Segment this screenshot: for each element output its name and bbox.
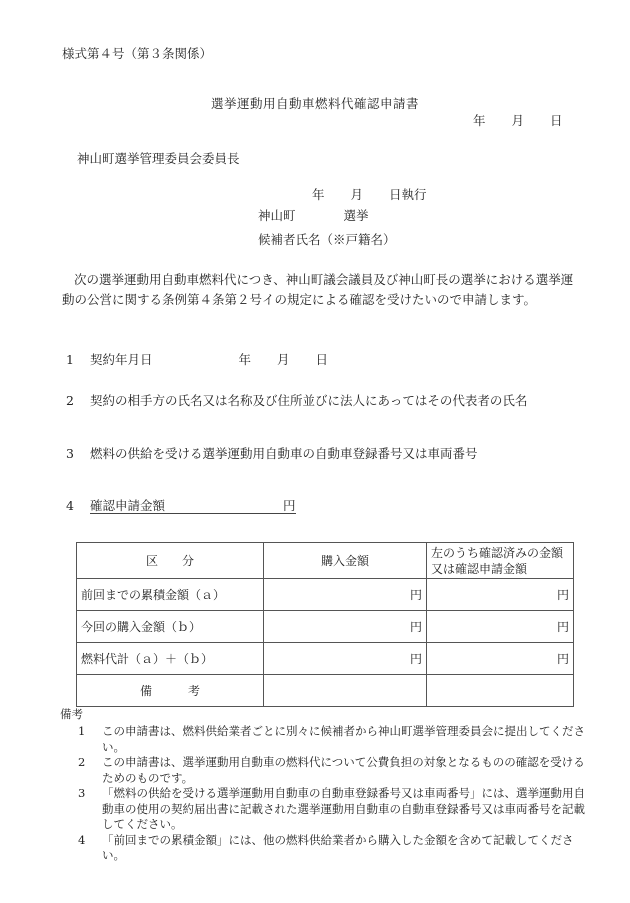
document-title: 選挙運動用自動車燃料代確認申請書 xyxy=(210,96,419,111)
notes-list xyxy=(78,724,586,864)
note-item xyxy=(78,786,586,833)
purchase-amount-cell[interactable]: 円 xyxy=(264,643,427,675)
table-row xyxy=(77,643,574,675)
body-paragraph xyxy=(62,270,582,310)
item-number: 1 xyxy=(66,352,74,367)
contract-year: 年 xyxy=(238,352,252,367)
candidate-name-label: 候補者氏名（※戸籍名） xyxy=(258,232,396,247)
note-number: 3 xyxy=(78,786,86,800)
contract-month: 月 xyxy=(277,352,290,367)
election-label: 選挙 xyxy=(343,208,369,223)
purchase-amount-cell[interactable]: 円 xyxy=(264,579,427,611)
note-item xyxy=(78,755,586,786)
row-label: 前回までの累積金額（ａ） xyxy=(77,579,264,611)
item-vehicle-number xyxy=(66,446,478,461)
exec-month: 月 xyxy=(350,187,364,202)
item-number: 3 xyxy=(66,446,74,461)
table-header-row xyxy=(77,543,574,579)
note-text: 「燃料の供給を受ける選挙運動用自動車の自動車登録番号又は車両番号」には、選挙運動用自動車の使用の契約届出書に記載された選挙運動用自動車の自動車登録番号又は車両番号を記載してください。 xyxy=(102,786,585,831)
note-text: この申請書は、選挙運動用自動車の燃料代について公費負担の対象となるものの確認を受けるためのものです。 xyxy=(102,755,585,785)
item-label: 確認申請金額 xyxy=(90,498,166,513)
exec-year: 年 xyxy=(312,187,325,202)
body-paragraph-text: 次の選挙運動用自動車燃料代につき、神山町議会議員及び神山町長の選挙における選挙運動の公営に関する条例第４条第２号イの規定による確認を受けたいので申請します。 xyxy=(62,272,574,307)
note-item xyxy=(78,833,586,864)
date-month: 月 xyxy=(511,113,525,128)
note-number: 4 xyxy=(78,832,86,847)
requested-amount-field[interactable] xyxy=(90,498,296,514)
row-label: 備 考 xyxy=(77,675,264,707)
execution-date xyxy=(312,187,427,202)
amount-unit: 円 xyxy=(283,498,296,513)
row-label: 今回の購入金額（ｂ） xyxy=(77,611,264,643)
note-text: 「前回までの累積金額」には、他の燃料供給業者から購入した金額を含めて記載してください。 xyxy=(102,832,574,862)
remarks-cell[interactable] xyxy=(264,675,427,707)
table-row-remarks xyxy=(77,675,574,707)
confirmed-amount-cell[interactable]: 円 xyxy=(427,579,574,611)
header-confirmed-amount: 左のうち確認済みの金額又は確認申請金額 xyxy=(427,543,574,579)
date-day: 日 xyxy=(550,113,563,128)
contract-day: 日 xyxy=(315,352,329,367)
note-number: 1 xyxy=(78,724,86,738)
election-line xyxy=(258,208,369,223)
notes-title: 備考 xyxy=(60,707,83,721)
town-name: 神山町 xyxy=(258,208,296,223)
item-label: 契約の相手方の氏名又は名称及び住所並びに法人にあってはその代表者の氏名 xyxy=(90,393,528,408)
table-row xyxy=(77,579,574,611)
item-requested-amount xyxy=(66,498,296,514)
confirmed-amount-cell[interactable]: 円 xyxy=(427,611,574,643)
row-label: 燃料代計（ａ）＋（ｂ） xyxy=(77,643,264,675)
item-number: 4 xyxy=(66,498,74,513)
item-label: 燃料の供給を受ける選挙運動用自動車の自動車登録番号又は車両番号 xyxy=(90,446,478,461)
item-label: 契約年月日 xyxy=(90,352,153,367)
exec-day: 日執行 xyxy=(389,187,427,202)
date-year: 年 xyxy=(473,113,486,128)
fuel-cost-table xyxy=(76,542,574,707)
header-purchase-amount: 購入金額 xyxy=(264,543,427,579)
item-contractor xyxy=(66,393,527,408)
purchase-amount-cell[interactable]: 円 xyxy=(264,611,427,643)
item-number: 2 xyxy=(66,393,74,408)
item-contract-date xyxy=(66,352,328,367)
note-text: この申請書は、燃料供給業者ごとに別々に候補者から神山町選挙管理委員会に提出してください。 xyxy=(102,724,585,754)
table-row xyxy=(77,611,574,643)
application-date xyxy=(473,113,563,128)
note-number: 2 xyxy=(78,755,86,769)
note-item xyxy=(78,724,586,755)
form-number: 様式第４号（第３条関係） xyxy=(62,46,213,61)
addressee: 神山町選挙管理委員会委員長 xyxy=(77,151,240,166)
remarks-cell[interactable] xyxy=(427,675,574,707)
header-category: 区 分 xyxy=(77,543,264,579)
confirmed-amount-cell[interactable]: 円 xyxy=(427,643,574,675)
